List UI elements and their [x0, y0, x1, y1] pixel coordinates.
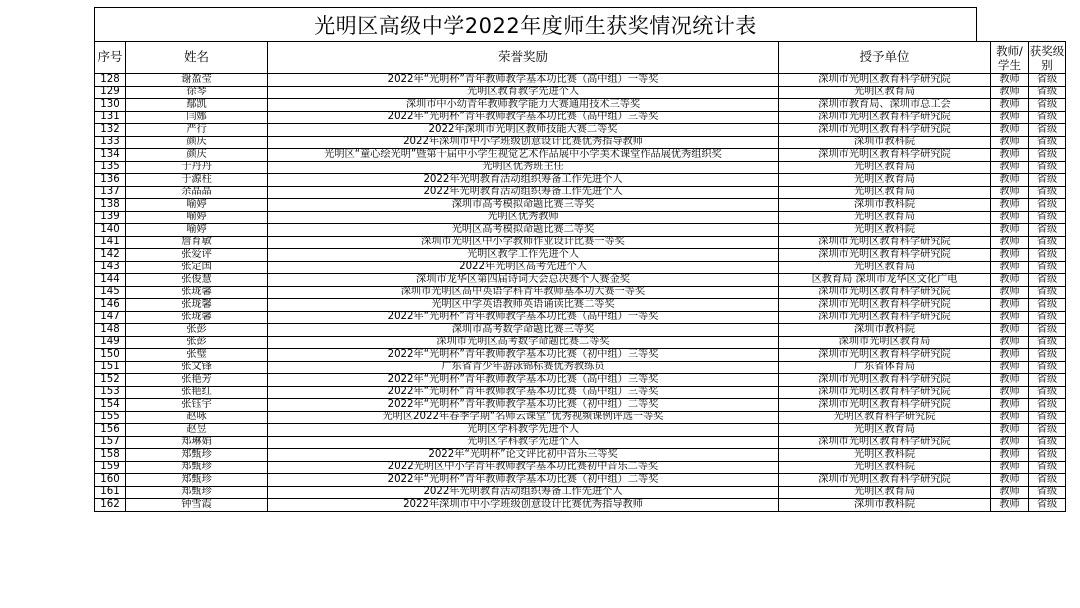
cell-unit: 深圳市光明区教育科学研究院 — [779, 349, 991, 362]
cell-name: 喻婷 — [126, 199, 268, 212]
cell-level: 省级 — [1029, 186, 1066, 199]
cell-role: 教师 — [991, 149, 1029, 162]
cell-award: 光明区高考模拟命题比赛二等奖 — [268, 224, 779, 237]
cell-role: 教师 — [991, 374, 1029, 387]
table-row — [95, 349, 1066, 362]
cell-award: 2022年光明教育活动组织筹备工作先进个人 — [268, 174, 779, 187]
cell-role: 教师 — [991, 361, 1029, 374]
cell-no: 146 — [95, 299, 126, 312]
cell-unit: 光明区教科院 — [779, 449, 991, 462]
table-row — [95, 249, 1066, 262]
cell-name: 喻婷 — [126, 211, 268, 224]
cell-level: 省级 — [1029, 399, 1066, 412]
cell-unit: 深圳市光明区教育科学研究院 — [779, 299, 991, 312]
cell-name: 严行 — [126, 124, 268, 137]
cell-unit: 广东省体育局 — [779, 361, 991, 374]
cell-no: 129 — [95, 86, 126, 99]
cell-name: 张钰宇 — [126, 399, 268, 412]
header-level: 获奖级别 — [1029, 43, 1065, 72]
cell-level: 省级 — [1029, 324, 1066, 337]
cell-name: 于丹丹 — [126, 161, 268, 174]
cell-award: 光明区优秀教师 — [268, 211, 779, 224]
cell-unit: 深圳市光明区教育科学研究院 — [779, 124, 991, 137]
cell-name: 张珑馨 — [126, 299, 268, 312]
cell-level: 省级 — [1029, 274, 1066, 287]
cell-no: 154 — [95, 399, 126, 412]
cell-no: 160 — [95, 474, 126, 487]
cell-no: 151 — [95, 361, 126, 374]
cell-level: 省级 — [1029, 124, 1066, 137]
cell-role: 教师 — [991, 249, 1029, 262]
header-no: 序号 — [95, 42, 126, 74]
cell-unit: 深圳市光明区教育局 — [779, 336, 991, 349]
cell-role: 教师 — [991, 336, 1029, 349]
cell-award: 2022年“光明杯”论文评比初中音乐三等奖 — [268, 449, 779, 462]
cell-unit: 深圳市教科院 — [779, 499, 991, 512]
cell-role: 教师 — [991, 324, 1029, 337]
cell-role: 教师 — [991, 261, 1029, 274]
cell-name: 张艳芳 — [126, 374, 268, 387]
cell-unit: 深圳市教育局、深圳市总工会 — [779, 99, 991, 112]
cell-role: 教师 — [991, 161, 1029, 174]
table-row — [95, 236, 1066, 249]
cell-award: 深圳市光明区高考数学命题比赛二等奖 — [268, 336, 779, 349]
cell-no: 147 — [95, 311, 126, 324]
table-row — [95, 149, 1066, 162]
cell-level: 省级 — [1029, 499, 1066, 512]
cell-level: 省级 — [1029, 349, 1066, 362]
cell-unit: 深圳市光明区教育科学研究院 — [779, 236, 991, 249]
cell-level: 省级 — [1029, 486, 1066, 499]
table-row — [95, 124, 1066, 137]
cell-award: 2022年“光明杯”青年教师教学基本功比赛（高中组）一等奖 — [268, 74, 779, 87]
table-row — [95, 99, 1066, 112]
cell-name: 张珑馨 — [126, 286, 268, 299]
cell-no: 142 — [95, 249, 126, 262]
cell-unit: 光明区教育科学研究院 — [779, 411, 991, 424]
cell-level: 省级 — [1029, 224, 1066, 237]
table-row — [95, 361, 1066, 374]
cell-award: 深圳市光明区中小学教师作业设计比赛一等奖 — [268, 236, 779, 249]
cell-award: 2022年“光明杯”青年教师教学基本功比赛（高中组）三等奖 — [268, 386, 779, 399]
table-header — [95, 42, 1066, 74]
cell-unit: 深圳市光明区教育科学研究院 — [779, 74, 991, 87]
cell-unit: 深圳市教科院 — [779, 199, 991, 212]
cell-no: 157 — [95, 436, 126, 449]
cell-no: 133 — [95, 136, 126, 149]
cell-no: 161 — [95, 486, 126, 499]
cell-unit: 深圳市光明区教育科学研究院 — [779, 436, 991, 449]
table-row — [95, 224, 1066, 237]
cell-role: 教师 — [991, 236, 1029, 249]
cell-unit: 光明区教育局 — [779, 161, 991, 174]
cell-award: 2022年“光明杯”青年教师教学基本功比赛（高中组）三等奖 — [268, 111, 779, 124]
cell-level: 省级 — [1029, 136, 1066, 149]
cell-name: 余晶晶 — [126, 186, 268, 199]
cell-role: 教师 — [991, 124, 1029, 137]
cell-name: 颜庆 — [126, 136, 268, 149]
cell-name: 赵咏 — [126, 411, 268, 424]
cell-no: 131 — [95, 111, 126, 124]
cell-award: 光明区学科教学先进个人 — [268, 436, 779, 449]
header-award: 荣誉奖励 — [268, 42, 779, 74]
cell-unit: 深圳市光明区教育科学研究院 — [779, 111, 991, 124]
cell-level: 省级 — [1029, 286, 1066, 299]
cell-award: 深圳市龙华区第四届诗词大会总决赛个人赛金奖 — [268, 274, 779, 287]
table-row — [95, 86, 1066, 99]
cell-no: 155 — [95, 411, 126, 424]
cell-unit: 光明区教科院 — [779, 461, 991, 474]
cell-role: 教师 — [991, 199, 1029, 212]
cell-level: 省级 — [1029, 111, 1066, 124]
cell-name: 张彭 — [126, 336, 268, 349]
cell-name: 郑琳娟 — [126, 436, 268, 449]
cell-unit: 光明区教育局 — [779, 424, 991, 437]
cell-award: 深圳市光明区高中英语学科青年教师基本功大赛一等奖 — [268, 286, 779, 299]
cell-name: 喻婷 — [126, 224, 268, 237]
cell-name: 郑甄珍 — [126, 461, 268, 474]
cell-unit: 光明区教育局 — [779, 261, 991, 274]
header-unit: 授予单位 — [779, 42, 991, 74]
cell-name: 郑甄珍 — [126, 449, 268, 462]
cell-level: 省级 — [1029, 261, 1066, 274]
cell-level: 省级 — [1029, 474, 1066, 487]
cell-level: 省级 — [1029, 461, 1066, 474]
cell-no: 132 — [95, 124, 126, 137]
sheet-title: 光明区高级中学2022年度师生获奖情况统计表 — [94, 7, 977, 41]
table-row — [95, 136, 1066, 149]
cell-level: 省级 — [1029, 424, 1066, 437]
cell-level: 省级 — [1029, 86, 1066, 99]
cell-name: 鄢凯 — [126, 99, 268, 112]
cell-role: 教师 — [991, 111, 1029, 124]
cell-unit: 深圳市光明区教育科学研究院 — [779, 399, 991, 412]
table-row — [95, 486, 1066, 499]
table-body — [95, 74, 1066, 512]
cell-no: 143 — [95, 261, 126, 274]
cell-level: 省级 — [1029, 374, 1066, 387]
table-row — [95, 461, 1066, 474]
cell-name: 张俊慧 — [126, 274, 268, 287]
cell-level: 省级 — [1029, 311, 1066, 324]
cell-no: 140 — [95, 224, 126, 237]
cell-award: 2022年光明教育活动组织筹备工作先进个人 — [268, 186, 779, 199]
cell-award: 2022年“光明杯”青年教师教学基本功比赛（初中组）三等奖 — [268, 349, 779, 362]
cell-award: 2022年“光明杯”青年教师教学基本功比赛（高中组）三等奖 — [268, 374, 779, 387]
cell-role: 教师 — [991, 449, 1029, 462]
cell-award: 深圳市高考数学命题比赛三等奖 — [268, 324, 779, 337]
cell-no: 139 — [95, 211, 126, 224]
cell-unit: 光明区教育局 — [779, 86, 991, 99]
header-role: 教师/学生 — [991, 42, 1029, 74]
table-row — [95, 161, 1066, 174]
cell-unit: 区教育局 深圳市龙华区文化广电 — [779, 274, 991, 287]
table-row — [95, 499, 1066, 512]
cell-unit: 光明区教科院 — [779, 224, 991, 237]
table-row — [95, 174, 1066, 187]
cell-level: 省级 — [1029, 161, 1066, 174]
table-row — [95, 199, 1066, 212]
table-row — [95, 399, 1066, 412]
award-statistics-sheet — [94, 7, 1065, 512]
cell-no: 150 — [95, 349, 126, 362]
cell-no: 130 — [95, 99, 126, 112]
cell-role: 教师 — [991, 74, 1029, 87]
cell-level: 省级 — [1029, 449, 1066, 462]
table-row — [95, 286, 1066, 299]
cell-role: 教师 — [991, 224, 1029, 237]
cell-unit: 光明区教育局 — [779, 186, 991, 199]
cell-award: 光明区优秀班主任 — [268, 161, 779, 174]
cell-award: 2022年“光明杯”青年教师教学基本功比赛（高中组）一等奖 — [268, 311, 779, 324]
cell-award: 2022年深圳市光明区教师技能大赛二等奖 — [268, 124, 779, 137]
cell-name: 张艳红 — [126, 386, 268, 399]
cell-award: 2022年深圳市中小学班级创意设计比赛优秀指导教师 — [268, 499, 779, 512]
cell-no: 159 — [95, 461, 126, 474]
cell-name: 于源柱 — [126, 174, 268, 187]
cell-role: 教师 — [991, 299, 1029, 312]
cell-name: 赵昱 — [126, 424, 268, 437]
cell-award: 2022年光明教育活动组织筹备工作先进个人 — [268, 486, 779, 499]
cell-award: 光明区2022年春季学期“名师云课堂”优秀视频课例评选一等奖 — [268, 411, 779, 424]
cell-role: 教师 — [991, 349, 1029, 362]
cell-name: 张彭 — [126, 324, 268, 337]
cell-role: 教师 — [991, 424, 1029, 437]
cell-level: 省级 — [1029, 211, 1066, 224]
cell-role: 教师 — [991, 461, 1029, 474]
cell-level: 省级 — [1029, 99, 1066, 112]
cell-unit: 光明区教育局 — [779, 174, 991, 187]
cell-unit: 深圳市光明区教育科学研究院 — [779, 286, 991, 299]
cell-award: 深圳市高考模拟命题比赛三等奖 — [268, 199, 779, 212]
table-row — [95, 111, 1066, 124]
cell-name: 张爱评 — [126, 249, 268, 262]
table-row — [95, 336, 1066, 349]
cell-award: 2022年“光明杯”青年教师教学基本功比赛（初中组）二等奖 — [268, 474, 779, 487]
cell-role: 教师 — [991, 486, 1029, 499]
cell-name: 詹育敏 — [126, 236, 268, 249]
cell-name: 钟雪霞 — [126, 499, 268, 512]
cell-unit: 深圳市教科院 — [779, 136, 991, 149]
cell-award: 光明区中学英语教师英语诵读比赛二等奖 — [268, 299, 779, 312]
table-row — [95, 474, 1066, 487]
cell-level: 省级 — [1029, 299, 1066, 312]
cell-role: 教师 — [991, 411, 1029, 424]
table-row — [95, 274, 1066, 287]
cell-name: 张定国 — [126, 261, 268, 274]
table-row — [95, 449, 1066, 462]
cell-no: 135 — [95, 161, 126, 174]
cell-level: 省级 — [1029, 336, 1066, 349]
cell-no: 138 — [95, 199, 126, 212]
cell-name: 张珑馨 — [126, 311, 268, 324]
cell-role: 教师 — [991, 211, 1029, 224]
cell-award: 光明区教学工作先进个人 — [268, 249, 779, 262]
cell-level: 省级 — [1029, 236, 1066, 249]
cell-role: 教师 — [991, 86, 1029, 99]
cell-level: 省级 — [1029, 199, 1066, 212]
cell-no: 156 — [95, 424, 126, 437]
cell-level: 省级 — [1029, 436, 1066, 449]
cell-no: 134 — [95, 149, 126, 162]
table-row — [95, 411, 1066, 424]
table-row — [95, 261, 1066, 274]
cell-role: 教师 — [991, 436, 1029, 449]
cell-role: 教师 — [991, 499, 1029, 512]
table-row — [95, 74, 1066, 87]
cell-level: 省级 — [1029, 411, 1066, 424]
award-table — [94, 41, 1066, 512]
cell-no: 128 — [95, 74, 126, 87]
cell-award: 光明区“童心绘光明”暨第十届中小学生视觉艺术作品展中小学美术课堂作品展优秀组织奖 — [268, 149, 779, 162]
cell-name: 谢盈莹 — [126, 74, 268, 87]
cell-no: 149 — [95, 336, 126, 349]
cell-unit: 深圳市光明区教育科学研究院 — [779, 374, 991, 387]
cell-award: 2022年光明区高考先进个人 — [268, 261, 779, 274]
cell-role: 教师 — [991, 311, 1029, 324]
cell-unit: 深圳市光明区教育科学研究院 — [779, 149, 991, 162]
table-row — [95, 386, 1066, 399]
table-row — [95, 311, 1066, 324]
cell-unit: 深圳市教科院 — [779, 324, 991, 337]
cell-unit: 深圳市光明区教育科学研究院 — [779, 386, 991, 399]
cell-level: 省级 — [1029, 361, 1066, 374]
cell-level: 省级 — [1029, 149, 1066, 162]
cell-level: 省级 — [1029, 249, 1066, 262]
table-row — [95, 299, 1066, 312]
cell-level: 省级 — [1029, 386, 1066, 399]
cell-award: 2022光明区中小学青年教师教学基本功比赛初中音乐二等奖 — [268, 461, 779, 474]
cell-unit: 光明区教育局 — [779, 211, 991, 224]
table-row — [95, 211, 1066, 224]
cell-name: 闫娜 — [126, 111, 268, 124]
table-row — [95, 436, 1066, 449]
table-row — [95, 374, 1066, 387]
cell-award: 2022年“光明杯”青年教师教学基本功比赛（初中组）二等奖 — [268, 399, 779, 412]
cell-no: 162 — [95, 499, 126, 512]
cell-unit: 深圳市光明区教育科学研究院 — [779, 474, 991, 487]
table-row — [95, 424, 1066, 437]
cell-award: 光明区教育教学先进个人 — [268, 86, 779, 99]
cell-no: 152 — [95, 374, 126, 387]
header-name: 姓名 — [126, 42, 268, 74]
cell-unit: 深圳市光明区教育科学研究院 — [779, 311, 991, 324]
cell-name: 张璧 — [126, 349, 268, 362]
cell-no: 148 — [95, 324, 126, 337]
cell-unit: 光明区教育局 — [779, 486, 991, 499]
cell-role: 教师 — [991, 99, 1029, 112]
table-row — [95, 324, 1066, 337]
table-row — [95, 186, 1066, 199]
cell-level: 省级 — [1029, 74, 1066, 87]
cell-no: 144 — [95, 274, 126, 287]
cell-role: 教师 — [991, 174, 1029, 187]
cell-no: 158 — [95, 449, 126, 462]
cell-role: 教师 — [991, 399, 1029, 412]
cell-role: 教师 — [991, 386, 1029, 399]
cell-name: 张文锋 — [126, 361, 268, 374]
cell-no: 136 — [95, 174, 126, 187]
cell-role: 教师 — [991, 186, 1029, 199]
cell-award: 深圳市中小幼青年教师教学能力大赛通用技术三等奖 — [268, 99, 779, 112]
cell-no: 153 — [95, 386, 126, 399]
cell-no: 145 — [95, 286, 126, 299]
cell-award: 2022年深圳市中小学班级创意设计比赛优秀指导教师 — [268, 136, 779, 149]
cell-name: 颜庆 — [126, 149, 268, 162]
cell-role: 教师 — [991, 136, 1029, 149]
cell-name: 徐琴 — [126, 86, 268, 99]
cell-no: 141 — [95, 236, 126, 249]
cell-name: 郑甄珍 — [126, 474, 268, 487]
cell-no: 137 — [95, 186, 126, 199]
cell-role: 教师 — [991, 286, 1029, 299]
cell-unit: 深圳市光明区教育科学研究院 — [779, 249, 991, 262]
cell-name: 郑甄珍 — [126, 486, 268, 499]
cell-award: 广东省青少年游泳锦标赛优秀教练员 — [268, 361, 779, 374]
cell-role: 教师 — [991, 274, 1029, 287]
cell-level: 省级 — [1029, 174, 1066, 187]
cell-role: 教师 — [991, 474, 1029, 487]
cell-award: 光明区学科教学先进个人 — [268, 424, 779, 437]
